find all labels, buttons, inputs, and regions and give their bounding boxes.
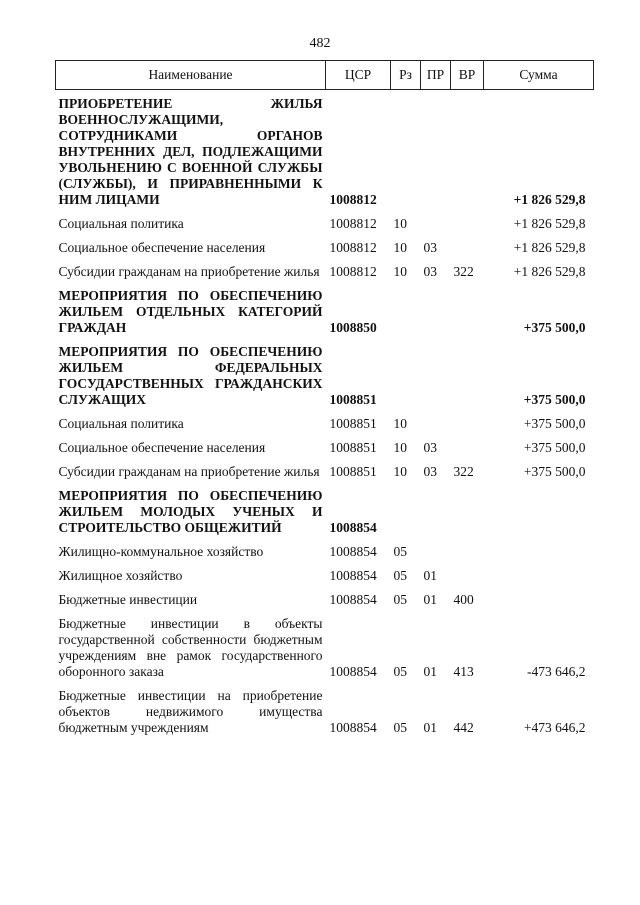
cell-pr <box>421 282 451 338</box>
cell-csr: 1008812 <box>329 192 377 207</box>
table-row <box>56 90 594 211</box>
table-row <box>56 410 594 434</box>
cell-name: Жилищное хозяйство <box>58 568 183 583</box>
cell-sum: +375 500,0 <box>523 464 586 479</box>
cell-csr: 1008850 <box>329 320 377 335</box>
cell-csr: 1008812 <box>329 216 377 231</box>
table-header <box>56 61 594 90</box>
cell-sum: +375 500,0 <box>523 392 586 407</box>
cell-name: Бюджетные инвестиции в объекты государственной собственности бюджетным учреждениям вне рамок государственного оборонного заказа <box>58 616 323 679</box>
cell-pr: 03 <box>423 264 437 279</box>
cell-sum: +473 646,2 <box>523 720 586 735</box>
cell-vr <box>451 338 484 410</box>
cell-pr <box>421 210 451 234</box>
column-header-name: Наименование <box>56 61 326 90</box>
cell-vr <box>451 90 484 211</box>
table-row <box>56 610 594 682</box>
table-row <box>56 210 594 234</box>
cell-vr <box>451 538 484 562</box>
cell-vr <box>451 210 484 234</box>
table-body <box>56 90 594 739</box>
cell-vr: 322 <box>453 264 474 279</box>
cell-name: Социальное обеспечение населения <box>58 440 266 455</box>
cell-csr: 1008851 <box>329 440 377 455</box>
cell-rz: 10 <box>393 416 407 431</box>
cell-vr <box>451 562 484 586</box>
cell-pr <box>421 410 451 434</box>
cell-name: Социальная политика <box>58 416 184 431</box>
cell-rz <box>391 90 421 211</box>
cell-vr <box>451 234 484 258</box>
cell-csr: 1008851 <box>329 392 377 407</box>
cell-sum: +375 500,0 <box>523 440 586 455</box>
table-row <box>56 482 594 538</box>
cell-vr: 413 <box>453 664 474 679</box>
cell-name: МЕРОПРИЯТИЯ ПО ОБЕСПЕЧЕНИЮ ЖИЛЬЕМ МОЛОДЫХ УЧЕНЫХ И СТРОИТЕЛЬСТВО ОБЩЕЖИТИЙ <box>58 488 323 535</box>
cell-pr: 01 <box>423 664 437 679</box>
table-row <box>56 234 594 258</box>
cell-rz <box>391 338 421 410</box>
cell-rz: 10 <box>393 264 407 279</box>
cell-sum <box>484 482 594 538</box>
cell-rz: 10 <box>393 216 407 231</box>
table-row <box>56 586 594 610</box>
column-header-pr: ПР <box>421 61 451 90</box>
cell-rz: 05 <box>393 544 407 559</box>
table-row <box>56 258 594 282</box>
cell-pr: 01 <box>423 592 437 607</box>
cell-csr: 1008851 <box>329 464 377 479</box>
column-header-vr: ВР <box>451 61 484 90</box>
cell-pr: 01 <box>423 720 437 735</box>
cell-sum: +1 826 529,8 <box>513 240 586 255</box>
table-row <box>56 338 594 410</box>
cell-rz <box>391 282 421 338</box>
cell-sum <box>484 538 594 562</box>
cell-pr: 03 <box>423 464 437 479</box>
cell-name: МЕРОПРИЯТИЯ ПО ОБЕСПЕЧЕНИЮ ЖИЛЬЕМ ФЕДЕРАЛЬНЫХ ГОСУДАРСТВЕННЫХ ГРАЖДАНСКИХ СЛУЖАЩИХ <box>58 344 323 407</box>
cell-rz: 10 <box>393 464 407 479</box>
cell-rz: 10 <box>393 240 407 255</box>
column-header-rz: Рз <box>391 61 421 90</box>
cell-vr <box>451 434 484 458</box>
cell-pr <box>421 338 451 410</box>
cell-name: Бюджетные инвестиции на приобретение объектов недвижимого имущества бюджетным учреждениям <box>58 688 323 735</box>
cell-vr <box>451 410 484 434</box>
table-row <box>56 538 594 562</box>
cell-csr: 1008854 <box>329 664 377 679</box>
cell-sum: +1 826 529,8 <box>513 192 586 207</box>
cell-name: Субсидии гражданам на приобретение жилья <box>58 264 320 279</box>
cell-csr: 1008854 <box>329 592 377 607</box>
cell-vr <box>451 282 484 338</box>
cell-rz <box>391 482 421 538</box>
cell-csr: 1008812 <box>329 264 377 279</box>
cell-vr <box>451 482 484 538</box>
cell-csr: 1008851 <box>329 416 377 431</box>
cell-csr: 1008812 <box>329 240 377 255</box>
cell-sum: -473 646,2 <box>527 664 586 679</box>
cell-name: Бюджетные инвестиции <box>58 592 198 607</box>
cell-pr <box>421 482 451 538</box>
cell-sum: +375 500,0 <box>523 416 586 431</box>
cell-rz: 05 <box>393 568 407 583</box>
cell-rz: 05 <box>393 720 407 735</box>
cell-name: ПРИОБРЕТЕНИЕ ЖИЛЬЯ ВОЕННОСЛУЖАЩИМИ, СОТРУДНИКАМИ ОРГАНОВ ВНУТРЕННИХ ДЕЛ, ПОДЛЕЖАЩИМИ УВОЛЬНЕНИЮ С ВОЕННОЙ СЛУЖБЫ (СЛУЖБЫ), И ПРИРАВНЕННЫМИ К НИМ ЛИЦАМИ <box>58 96 323 207</box>
table-row <box>56 434 594 458</box>
table-row <box>56 458 594 482</box>
cell-sum: +1 826 529,8 <box>513 216 586 231</box>
budget-table <box>55 60 594 738</box>
cell-vr: 442 <box>453 720 474 735</box>
cell-pr <box>421 90 451 211</box>
cell-rz: 10 <box>393 440 407 455</box>
cell-sum <box>484 586 594 610</box>
cell-rz: 05 <box>393 592 407 607</box>
cell-sum: +1 826 529,8 <box>513 264 586 279</box>
cell-pr: 01 <box>423 568 437 583</box>
cell-vr: 400 <box>453 592 474 607</box>
cell-vr: 322 <box>453 464 474 479</box>
cell-name: Жилищно-коммунальное хозяйство <box>58 544 264 559</box>
cell-pr: 03 <box>423 240 437 255</box>
table-row <box>56 682 594 738</box>
column-header-csr: ЦСР <box>326 61 391 90</box>
cell-csr: 1008854 <box>329 720 377 735</box>
table-row <box>56 562 594 586</box>
cell-name: Социальная политика <box>58 216 184 231</box>
cell-csr: 1008854 <box>329 568 377 583</box>
cell-name: Социальное обеспечение населения <box>58 240 266 255</box>
column-header-sum: Сумма <box>484 61 594 90</box>
cell-name: Субсидии гражданам на приобретение жилья <box>58 464 320 479</box>
cell-sum <box>484 562 594 586</box>
cell-csr: 1008854 <box>329 520 377 535</box>
cell-csr: 1008854 <box>329 544 377 559</box>
cell-pr <box>421 538 451 562</box>
table-row <box>56 282 594 338</box>
cell-name: МЕРОПРИЯТИЯ ПО ОБЕСПЕЧЕНИЮ ЖИЛЬЕМ ОТДЕЛЬНЫХ КАТЕГОРИЙ ГРАЖДАН <box>58 288 323 335</box>
cell-sum: +375 500,0 <box>523 320 586 335</box>
cell-rz: 05 <box>393 664 407 679</box>
page-number: 482 <box>309 36 331 51</box>
cell-pr: 03 <box>423 440 437 455</box>
